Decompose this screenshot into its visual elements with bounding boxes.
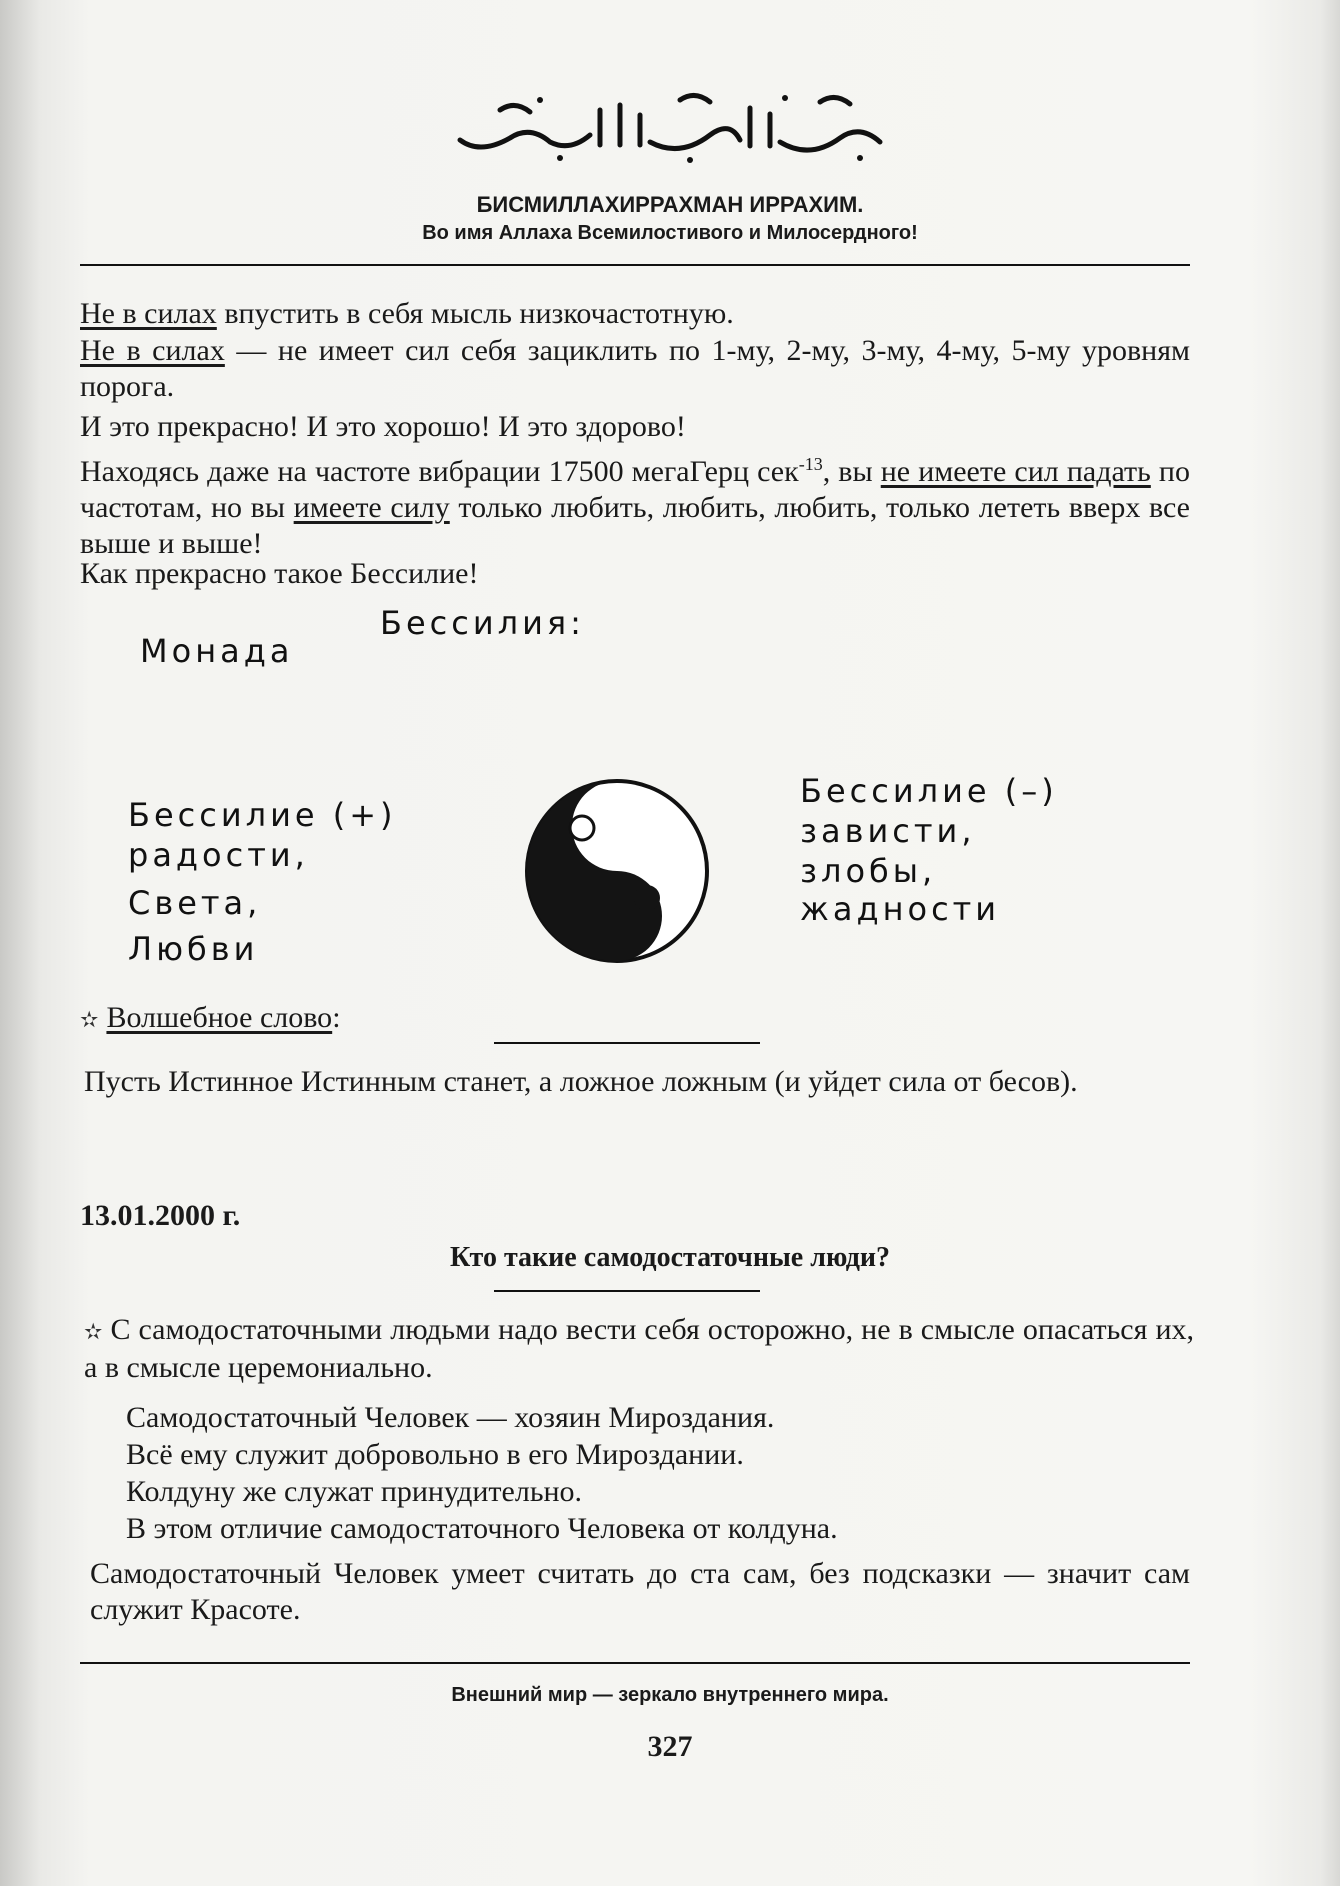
underlined-phrase: имеете силу [293, 491, 450, 524]
entry-line-2: Всё ему служит добровольно в его Мироздании. [126, 1438, 744, 1471]
left-label-4: Любви [128, 930, 259, 968]
entry-line-1: Самодостаточный Человек — хозяин Мироздания. [126, 1401, 775, 1434]
underlined-phrase: не имеете сил падать [880, 455, 1151, 488]
handwritten-bessiliya: Бессилия: [380, 604, 585, 642]
entry-question: ✫ С самодостаточными людьми надо вести себя осторожно, не в смысле опасаться их, а в смысле церемониально. [84, 1313, 1194, 1384]
section-rule [494, 1042, 760, 1044]
entry-heading: Кто такие самодостаточные люди? [449, 1242, 891, 1273]
left-label-2: радости, [128, 836, 309, 874]
paragraph-3: И это прекрасно! И это хорошо! И это здорово! [80, 410, 686, 443]
section-rule [494, 1290, 760, 1292]
star-icon: ✫ [80, 1007, 99, 1032]
right-label-4: жадности [800, 890, 1001, 928]
paragraph-1: Не в силах впустить в себя мысль низкочастотную. [80, 297, 734, 330]
magic-word-text: Пусть Истинное Истинным станет, а ложное ложным (и уйдет сила от бесов). [84, 1065, 1078, 1098]
right-label-1: Бессилие (–) [800, 772, 1058, 810]
right-label-2: зависти, [800, 812, 976, 850]
left-label-3: Света, [128, 884, 262, 922]
star-icon: ✫ [84, 1319, 103, 1344]
underlined-phrase: Не в силах [80, 334, 225, 367]
left-label-1: Бессилие (+) [128, 796, 397, 834]
entry-line-4: В этом отличие самодостаточного Человека от колдуна. [126, 1512, 838, 1545]
yin-yang-icon [522, 776, 712, 966]
paragraph-2: Не в силах — не имеет сил себя зациклить по 1-му, 2-му, 3-му, 4-му, 5-му уровням порога. [80, 334, 1190, 403]
page-header-title: БИСМИЛЛАХИРРАХМАН ИРРАХИМ. [476, 192, 864, 217]
header-rule [80, 264, 1190, 266]
magic-word-label: Волшебное слово [106, 1001, 333, 1034]
basmala-calligraphy [440, 80, 900, 170]
page-number: 327 [647, 1730, 693, 1763]
page-header-subtitle: Во имя Аллаха Всемилостивого и Милосердного! [422, 222, 918, 244]
entry-date: 13.01.2000 г. [80, 1199, 241, 1232]
magic-word-line: ✫ Волшебное слово: [80, 1001, 341, 1034]
entry-line-3: Колдуну же служат принудительно. [126, 1475, 583, 1508]
entry-line-5: Самодостаточный Человек умеет считать до ста сам, без подсказки — значит сам служит Красоте. [90, 1557, 1190, 1626]
underlined-phrase: Не в силах [80, 297, 217, 330]
paragraph-5: Как прекрасно такое Бессилие! [80, 557, 479, 590]
paragraph-4: Находясь даже на частоте вибрации 17500 мегаГерц сек$^{-13}$, вы не имеете сил падать по частотам, но вы имеете силу только любить, любить, любить, только лететь вверх все выше и выше! [80, 454, 1190, 560]
footer-motto: Внешний мир — зеркало внутреннего мира. [451, 1684, 889, 1706]
right-label-3: злобы, [800, 852, 937, 890]
footer-rule [80, 1662, 1190, 1664]
handwritten-monada: Монада [140, 632, 294, 670]
